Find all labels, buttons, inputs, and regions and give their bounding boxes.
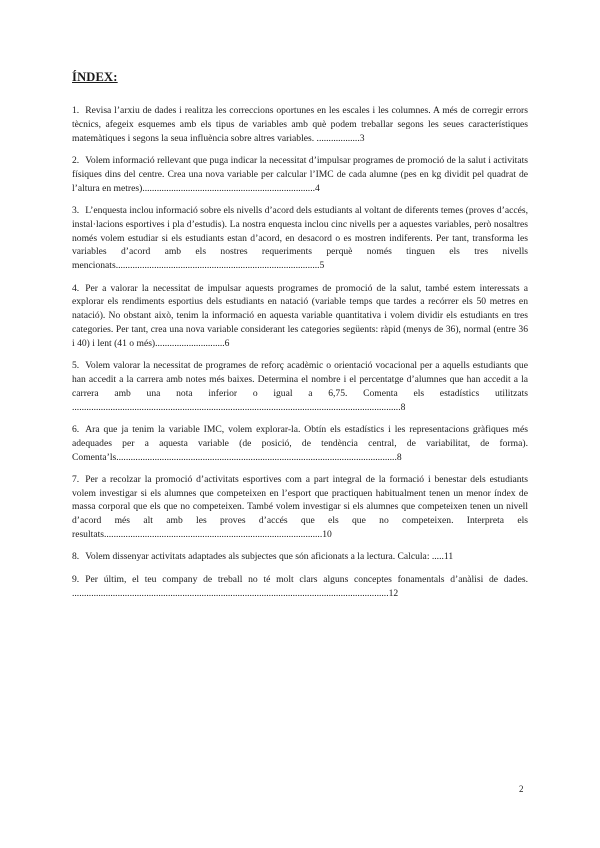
toc-entry-text: Per a recolzar la promoció d’activitats esportives com a part integral de la formació i benestar dels estudiants volem investigar si els alumnes que competeixen en l’esport que practiquen habitualment tenen un menor índex de massa corporal que els que no competeixen. També volem investigar si els alumnes que competeixen tenen un nivell d’acord més alt amb les proves d’accés que els que no competeixen. Interpreta els resultats...........................................................................................10	[72, 473, 528, 541]
toc-entry-number: 7.	[72, 473, 80, 485]
toc-entry[interactable]	[72, 154, 528, 195]
toc-entry[interactable]	[72, 573, 528, 601]
toc-entry-text: Per a valorar la necessitat de impulsar aquests programes de promoció de la salut, també estem interessats a explorar els rendiments esportius dels estudiants en natació (variable temps que tardes a recórrer els 50 metres en natació). No obstant això, tenim la informació en aquesta variable quantitativa i volem dividir els estudiants en tres categories. Per tant, crea una nova variable considerant les categories següents: ràpid (menys de 36), normal (entre 36 i 40) i lent (41 o més).............................6	[72, 282, 528, 349]
toc-entry-text: Volem valorar la necessitat de programes de reforç acadèmic o orientació vocacional per a aquells estudiants que han accedit a la carrera amb notes més baixes. Determina el nombre i el percentatge d’alumnes que han accedit a la carrera amb una nota inferior o igual a 6,75. Comenta els estadístics utilitzats .........................................................................................................................................8	[72, 360, 528, 413]
toc-entry-number: 4.	[72, 282, 80, 294]
toc-entry-number: 3.	[72, 204, 80, 216]
toc-entry-text: L’enquesta inclou informació sobre els nivells d’acord dels estudiants al voltant de diferents temes (proves d’accés, instal·lacions esportives i pla d’estudis). La nostra enquesta inclou cinc nivells per a aquestes variables, però nosaltres només volem estudiar si els estudiants estan d’acord, en desacord o es mostren indiferents. Per tant, transforma les variables d’acord amb els nostres requeriments perquè només tinguen els tres nivells mencionats.....................................................................................5	[72, 204, 528, 272]
toc-entry-text: Revisa l’arxiu de dades i realitza les correccions oportunes en les escales i les columnes. A més de corregir errors tècnics, afegeix esquemes amb els tipus de variables amb què podem treballar segons les seues característiques matemàtiques i segons la seua influència sobre altres variables. ..................3	[72, 105, 528, 144]
toc-entry[interactable]	[72, 423, 528, 464]
toc-entry-number: 9.	[72, 573, 80, 585]
toc-entry-text: Volem dissenyar activitats adaptades als subjectes que són aficionats a la lectura. Calcula: .....11	[85, 551, 454, 563]
toc-entry[interactable]	[72, 104, 528, 145]
toc-entry-number: 8.	[72, 551, 80, 563]
toc-entry[interactable]	[72, 282, 528, 351]
toc-entry-number: 5.	[72, 360, 80, 372]
toc-entry-text: Per últim, el teu company de treball no té molt clars alguns conceptes fonamentals d’anàlisi de dades. ....................................................................................................................................12	[72, 573, 528, 599]
page-number: 2	[519, 784, 524, 794]
toc-entry-text: Ara que ja tenim la variable IMC, volem explorar-la. Obtín els estadístics i les representacions gràfiques més adequades per a aquesta variable (de posició, de tendència central, de variabilitat, de forma). Comenta’ls.....................................................................................................................8	[72, 423, 528, 463]
toc-entry-number: 6.	[72, 423, 80, 435]
table-of-contents	[72, 104, 528, 609]
toc-entry-number: 1.	[72, 105, 80, 116]
toc-entry[interactable]	[72, 359, 528, 414]
index-title: ÍNDEX:	[72, 70, 118, 84]
toc-entry[interactable]	[72, 204, 528, 273]
toc-entry[interactable]	[72, 473, 528, 542]
toc-entry-text: Volem informació rellevant que puga indicar la necessitat d’impulsar programes de promoció de la salut i activitats físiques dins del centre. Crea una nova variable per calcular l’IMC de cada alumne (pes en kg dividit pel quadrat de l’altura en metres)........................................................................4	[72, 154, 528, 194]
toc-entry-number: 2.	[72, 154, 80, 166]
toc-entry[interactable]	[72, 550, 528, 564]
